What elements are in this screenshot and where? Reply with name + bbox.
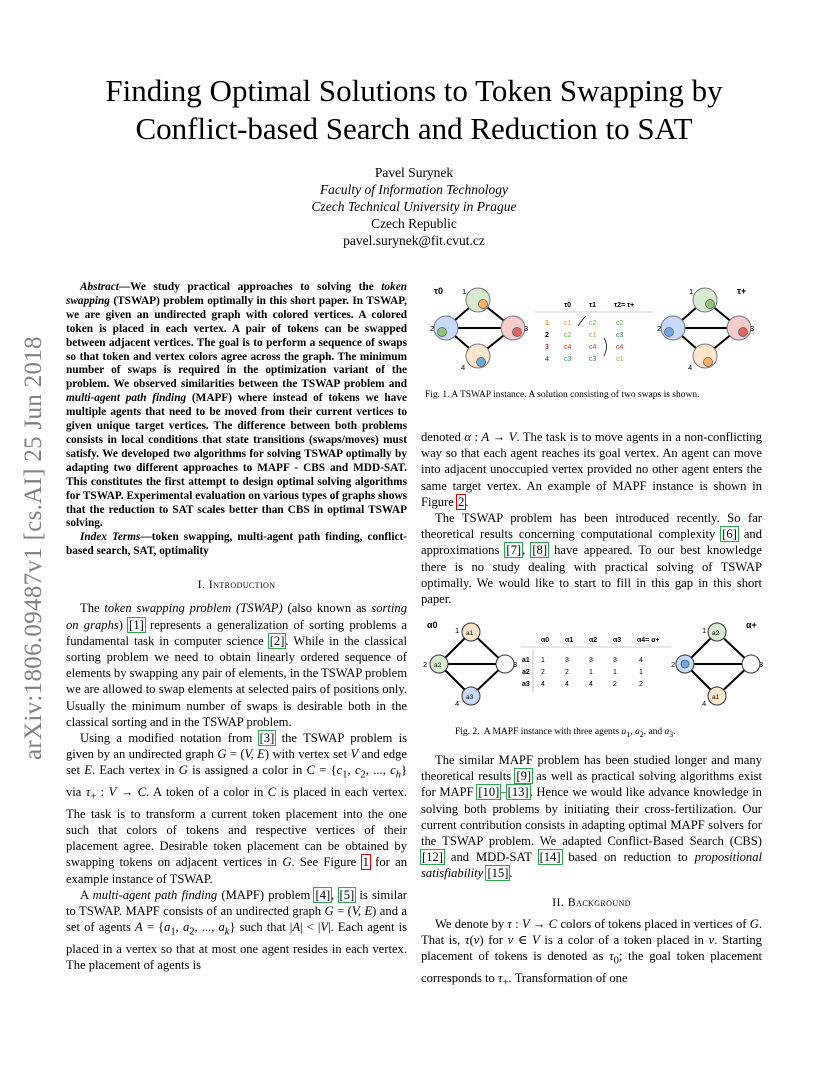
svg-text:1: 1 [462, 287, 467, 296]
fig1-tau0-label: τ0 [434, 286, 444, 296]
citation-link[interactable]: [9] [516, 769, 532, 784]
agent-a2: a2 [434, 662, 442, 669]
fig2-row-a1 [522, 657, 643, 664]
intro-paragraph-1: The token swapping problem (TSWAP) (also known as sorting on graphs) [1] represents a generalization of sorting problems a fundamental task in computer science [2]. While in the classical sorting problem we need to obtain linearly ordered sequence of elements by swapping any pair of elements, in the TSWAP problem we are allowed to swap elements at selected pairs of positions only. Usually the minimum number of swaps is desirable both in the classical sorting and in the TSWAP problem. [66, 601, 408, 729]
svg-text:2: 2 [541, 669, 545, 676]
fig2-table [521, 637, 671, 692]
citation-link[interactable]: [4] [315, 887, 331, 902]
svg-text:2: 2 [639, 681, 643, 688]
svg-text:1: 1 [613, 669, 617, 676]
figure-1-tswap-instance [421, 280, 766, 380]
fig2-row-a2 [522, 669, 643, 676]
svg-text:4: 4 [589, 681, 593, 688]
figure-link[interactable]: 2 [458, 494, 465, 509]
citation-link[interactable]: [1] [129, 617, 144, 632]
svg-text:c4: c4 [616, 344, 624, 351]
agent-a1: a1 [466, 630, 474, 637]
svg-text:4: 4 [545, 356, 549, 363]
svg-text:a1: a1 [712, 694, 720, 701]
paper-title [0, 72, 828, 148]
svg-text:2: 2 [657, 324, 662, 333]
arxiv-identifier: arXiv:1806.09487v1 [cs.AI] 25 Jun 2018 [20, 336, 47, 760]
svg-text:4: 4 [455, 699, 460, 708]
swap-arrow-icon [604, 338, 607, 356]
citation-link[interactable]: [3] [259, 730, 275, 745]
citation-link[interactable]: [15] [487, 866, 509, 881]
svg-text:4: 4 [688, 363, 693, 372]
svg-text:c2: c2 [616, 320, 624, 327]
svg-text:c3: c3 [589, 356, 597, 363]
svg-text:c3: c3 [616, 332, 624, 339]
svg-text:2: 2 [545, 332, 549, 339]
svg-text:2: 2 [423, 660, 428, 669]
svg-text:3: 3 [613, 657, 617, 664]
right-paragraph-1: denoted α : A → V. The task is to move agents in a non-conflicting way so that each agent reaches its goal vertex. An agent can move into adjacent unoccupied vertex provided no other agent enters the same target vertex. An example of MAPF instance is shown in Figure 2. [421, 430, 763, 509]
abstract-label: Abstract [80, 281, 119, 293]
agent-a3: a3 [466, 694, 474, 701]
fig1-row-2 [545, 332, 624, 339]
svg-text:α1: α1 [565, 637, 574, 644]
fig1-row-4 [545, 356, 624, 363]
vertex-3 [501, 316, 525, 340]
svg-text:3: 3 [524, 324, 529, 333]
right-paragraph-3: The similar MAPF problem has been studied longer and many theoretical results [9] as well as practical solving algorithms exist for MAPF [10]–[13]. Hence we would like advance knowledge in solving both problems by initiating their cross-fertilization. Our current contribution consists in adapting optimal MAPF solvers for the TSWAP problem. We adapted Conflict-Based Search (CBS) [12] and MDD-SAT [14] based on reduction to propositional satisfiability [15]. [421, 753, 762, 881]
citation-link[interactable]: [13] [507, 785, 529, 800]
svg-text:c4: c4 [589, 344, 597, 351]
fig1-tauplus-label: τ+ [737, 286, 747, 296]
affiliation-faculty: Faculty of Information Technology [319, 182, 509, 197]
svg-text:c1: c1 [564, 320, 572, 327]
fig1-row-1 [545, 320, 624, 327]
fig1-table [535, 302, 653, 363]
author-name: Pavel Surynek [374, 165, 454, 180]
svg-text:4: 4 [565, 681, 569, 688]
citation-link[interactable]: [14] [539, 850, 561, 865]
fig1-right-graph [657, 286, 754, 372]
fig2-alphaplus-label: α+ [746, 620, 757, 630]
index-terms-label: Index Terms [80, 531, 141, 544]
citation-link[interactable]: [2] [269, 633, 285, 648]
svg-text:3: 3 [513, 660, 518, 669]
section-introduction-heading: I. Introduction [197, 577, 276, 592]
vertex-1 [466, 288, 490, 312]
svg-text:a2: a2 [712, 630, 720, 637]
fig1-row-3 [545, 344, 624, 351]
svg-text:α4= α+: α4= α+ [637, 637, 660, 644]
svg-text:α0: α0 [541, 637, 550, 644]
svg-text:c3: c3 [564, 356, 572, 363]
svg-text:1: 1 [589, 669, 593, 676]
figure-2-caption: Fig. 2. A MAPF instance with three agents $a_1$, $a_2$, and $a_3$. [455, 727, 676, 739]
svg-text:3: 3 [589, 657, 593, 664]
abstract: Abstract—We study practical approaches to solving the token swapping (TSWAP) problem optimally in this short paper. In TSWAP, we are given an undirected graph with colored vertices. A colored token is placed in each vertex. A pair of tokens can be swapped between adjacent vertices. The goal is to perform a sequence of swaps so that token and vertex colors agree across the graph. The minimum number of swaps is required in the optimization variant of the problem. We observed similarities between the TSWAP problem and multi-agent path finding (MAPF) where instead of tokens we have multiple agents that need to be moved from their current vertices to given unique target vertices. The difference between both problems consists in local conditions that state transitions (swaps/moves) must satisfy. We developed two algorithms for solving TSWAP optimally by adapting two different approaches to MAPF - CBS and MDD-SAT. This constitutes the first attempt to design optimal solving algorithms for TSWAP. Experimental evaluation on various types of graphs shows that the reduction to SAT scales better than CBS in optimal TSWAP solving. [66, 281, 407, 530]
svg-text:α2: α2 [589, 637, 598, 644]
citation-link[interactable]: [5] [339, 887, 355, 902]
fig2-alpha0-label: α0 [427, 620, 438, 630]
index-terms: Index Terms—token swapping, multi-agent path finding, conflict-based search, SAT, optimality [66, 531, 407, 558]
svg-text:α3: α3 [613, 637, 622, 644]
svg-text:4: 4 [702, 699, 707, 708]
svg-text:c1: c1 [589, 332, 597, 339]
affiliation-country: Czech Republic [371, 216, 457, 231]
figure-1-caption: Fig. 1. A TSWAP instance. A solution consisting of two swaps is shown. [425, 390, 700, 400]
fig2-right-graph [671, 620, 763, 708]
citation-link[interactable]: [8] [532, 543, 548, 558]
vertex-2 [434, 316, 458, 340]
figure-link[interactable]: 1 [362, 855, 369, 870]
svg-text:2: 2 [565, 669, 569, 676]
fig2-row-a3 [522, 681, 643, 688]
svg-text:a1: a1 [522, 657, 530, 664]
svg-text:1: 1 [455, 626, 460, 635]
affiliation-university: Czech Technical University in Prague [311, 199, 517, 214]
svg-text:c2: c2 [589, 320, 597, 327]
citation-link[interactable]: [6] [722, 527, 737, 542]
svg-text:τ1: τ1 [589, 302, 597, 309]
svg-text:2: 2 [613, 681, 617, 688]
svg-text:4: 4 [639, 657, 643, 664]
left-column [66, 281, 407, 973]
right-column-top [421, 429, 762, 607]
svg-text:c1: c1 [616, 356, 624, 363]
author-email: pavel.surynek@fit.cvut.cz [343, 233, 485, 248]
svg-text:τ0: τ0 [564, 302, 572, 309]
background-paragraph-1: We denote by τ : V → C colors of tokens placed in vertices of G. That is, τ(v) for v ∈ V is a color of a token placed in v. Starting placement of tokens is denoted as $\tau_0$; the goal token placement corresponds to $\tau_+$. Transformation of one [421, 916, 763, 989]
citation-link[interactable]: [12] [422, 850, 443, 865]
svg-text:a3: a3 [522, 681, 530, 688]
intro-paragraph-2: Using a modified notation from [3] the TSWAP problem is given by an undirected graph G = (V, E) with vertex set V and edge set E. Each vertex in G is assigned a color in $C = \{c_1$, $c_2$, ..., $c_h$} via $\tau_+$ : V → C. A token of a color in C is placed in each vertex. The task is to transform a current token placement into the one such that colors of tokens and respective vertices of their placement agree. Desirable token placement can be obtained by swapping tokens on adjacent vertices in G. See Figure 1 for an example instance of TSWAP. [66, 730, 408, 886]
right-column-bottom [421, 752, 762, 992]
fig1-left-graph [430, 286, 528, 372]
svg-text:2: 2 [671, 660, 676, 669]
swap-arrow-icon [578, 316, 586, 326]
citation-link[interactable]: [7] [506, 543, 522, 558]
svg-text:τ2= τ+: τ2= τ+ [614, 302, 635, 309]
svg-text:1: 1 [541, 657, 545, 664]
title-line-2: Conflict-based Search and Reduction to SAT [135, 111, 693, 146]
svg-text:1: 1 [545, 320, 549, 327]
svg-text:c4: c4 [564, 344, 572, 351]
svg-text:1: 1 [689, 287, 694, 296]
fig2-left-graph [423, 620, 517, 708]
svg-text:3: 3 [750, 324, 755, 333]
svg-text:4: 4 [461, 363, 466, 372]
svg-text:2: 2 [430, 324, 435, 333]
right-paragraph-2: The TSWAP problem has been introduced recently. So far theoretical results concerning computational complexity [6] and approximations [7], [8] have appeared. To our best knowledge there is no study dealing with practical solving of TSWAP optimally. We would like to start to fill in this gap in this short paper. [421, 511, 762, 607]
svg-text:1: 1 [639, 669, 643, 676]
svg-text:3: 3 [759, 660, 764, 669]
citation-link[interactable]: [10] [478, 785, 500, 800]
svg-text:c2: c2 [564, 332, 572, 339]
svg-text:3: 3 [545, 344, 549, 351]
intro-paragraph-3: A multi-agent path finding (MAPF) problem [4], [5] is similar to TSWAP. MAPF consists of an undirected graph G = (V, E) and a set of agents $A = \{a_1$, $a_2$, ..., $a_k$} such that |A| < |V|. Each agent is placed in a vertex so that at most one agent resides in each vertex. The placement of agents is [66, 887, 408, 973]
svg-text:a2: a2 [522, 669, 530, 676]
svg-text:3: 3 [565, 657, 569, 664]
svg-text:1: 1 [702, 626, 707, 635]
figure-2-mapf-instance [421, 614, 766, 714]
author-block [0, 164, 828, 249]
section-background-heading: II. Background [552, 894, 631, 909]
svg-text:4: 4 [541, 681, 545, 688]
title-line-1: Finding Optimal Solutions to Token Swapping by [105, 73, 723, 108]
